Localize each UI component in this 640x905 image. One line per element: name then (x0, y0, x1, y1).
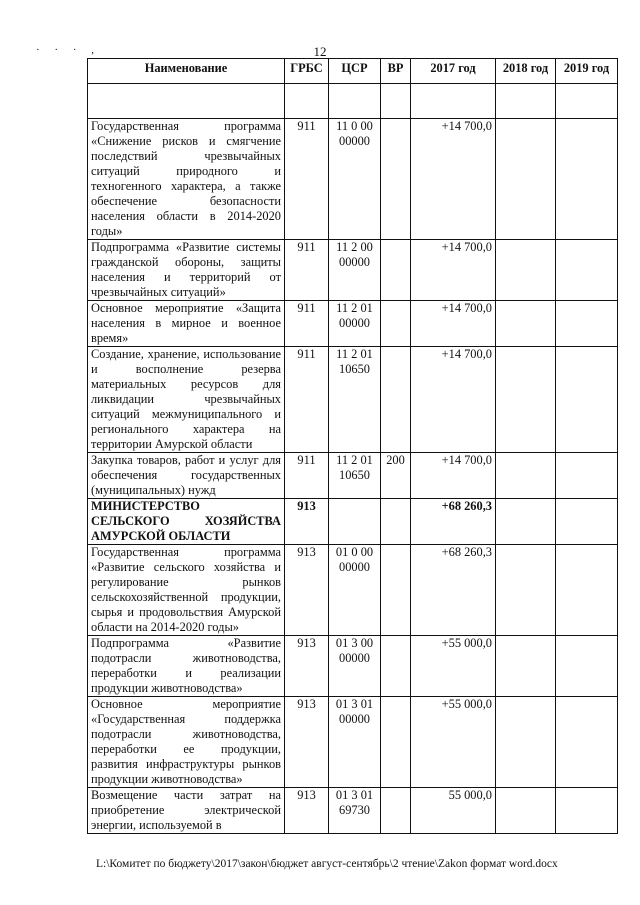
cell-vr (381, 301, 411, 347)
header-row (88, 59, 618, 84)
table-row (88, 347, 618, 453)
cell-csr: 01 0 00 00000 (329, 545, 381, 636)
cell-2019 (556, 545, 618, 636)
cell-2019 (556, 119, 618, 240)
cell-vr: 200 (381, 453, 411, 499)
cell-csr: 11 2 00 00000 (329, 240, 381, 301)
margin-marks: · · · , (36, 44, 100, 56)
cell-2018 (496, 347, 556, 453)
cell-csr: 01 3 00 00000 (329, 636, 381, 697)
cell-name: Государственная программа «Снижение рисков и смягчение последствий чрезвычайных ситуаций природного и техногенного характера, а также обеспечение безопасности населения области в 2014-2020 годы» (88, 119, 285, 240)
cell-grbs: 913 (285, 636, 329, 697)
cell-vr (381, 499, 411, 545)
cell-2017: +14 700,0 (411, 240, 496, 301)
cell-grbs: 911 (285, 453, 329, 499)
cell-2017: 55 000,0 (411, 788, 496, 834)
cell-grbs: 913 (285, 788, 329, 834)
cell-2019 (556, 240, 618, 301)
header-grbs: ГРБС (285, 59, 329, 84)
cell-vr (381, 240, 411, 301)
cell-2019 (556, 301, 618, 347)
cell-vr (381, 119, 411, 240)
cell-name: Создание, хранение, использование и восполнение резерва материальных ресурсов для ликвидации чрезвычайных ситуаций межмуниципального и регионального характера на территории Амурской области (88, 347, 285, 453)
cell-2018 (496, 453, 556, 499)
table-row (88, 499, 618, 545)
header-vr: ВР (381, 59, 411, 84)
cell-2018 (496, 697, 556, 788)
header-2018: 2018 год (496, 59, 556, 84)
cell-csr: 01 3 01 00000 (329, 697, 381, 788)
table-row (88, 788, 618, 834)
table-row (88, 119, 618, 240)
header-2019: 2019 год (556, 59, 618, 84)
cell-csr (329, 499, 381, 545)
cell-grbs: 911 (285, 240, 329, 301)
cell-2019 (556, 453, 618, 499)
cell-csr: 11 2 01 10650 (329, 453, 381, 499)
cell-grbs: 913 (285, 697, 329, 788)
cell-vr (381, 788, 411, 834)
cell-name: Основное мероприятие «Защита населения в мирное и военное время» (88, 301, 285, 347)
table-row (88, 545, 618, 636)
table-row (88, 240, 618, 301)
cell-2017: +14 700,0 (411, 301, 496, 347)
cell-vr (381, 636, 411, 697)
cell-csr: 11 2 01 10650 (329, 347, 381, 453)
cell-name: Подпрограмма «Развитие системы гражданской обороны, защиты населения и территорий от чрезвычайных ситуаций» (88, 240, 285, 301)
cell-2018 (496, 499, 556, 545)
cell-2018 (496, 301, 556, 347)
table-row (88, 697, 618, 788)
file-path-footer: L:\Комитет по бюджету\2017\закон\бюджет август-сентябрь\2 чтение\Zakon формат word.docx (96, 858, 558, 870)
cell-2019 (556, 499, 618, 545)
cell-2017: +68 260,3 (411, 499, 496, 545)
cell-2017: +14 700,0 (411, 453, 496, 499)
cell-2017: +55 000,0 (411, 697, 496, 788)
spacer-row (88, 84, 618, 119)
budget-table (87, 58, 618, 834)
cell-2017: +55 000,0 (411, 636, 496, 697)
cell-2017: +14 700,0 (411, 347, 496, 453)
cell-grbs: 911 (285, 119, 329, 240)
header-csr: ЦСР (329, 59, 381, 84)
cell-2019 (556, 788, 618, 834)
cell-csr: 11 0 00 00000 (329, 119, 381, 240)
page-number: 12 (313, 44, 327, 59)
header-2017: 2017 год (411, 59, 496, 84)
cell-grbs: 911 (285, 347, 329, 453)
cell-2019 (556, 697, 618, 788)
cell-name: Возмещение части затрат на приобретение электрической энергии, используемой в (88, 788, 285, 834)
table-row (88, 636, 618, 697)
cell-csr: 11 2 01 00000 (329, 301, 381, 347)
cell-name: Закупка товаров, работ и услуг для обеспечения государственных (муниципальных) нужд (88, 453, 285, 499)
cell-vr (381, 697, 411, 788)
cell-2018 (496, 788, 556, 834)
cell-grbs: 913 (285, 499, 329, 545)
cell-name: Основное мероприятие «Государственная поддержка подотрасли животноводства, переработки ее продукции, развития инфраструктуры рынков продукции животноводства» (88, 697, 285, 788)
cell-2019 (556, 636, 618, 697)
cell-name: Государственная программа «Развитие сельского хозяйства и регулирование рынков сельскохозяйственной продукции, сырья и продовольствия Амурской области на 2014-2020 годы» (88, 545, 285, 636)
cell-2018 (496, 240, 556, 301)
header-name: Наименование (88, 59, 285, 84)
cell-2018 (496, 636, 556, 697)
cell-name: Подпрограмма «Развитие подотрасли животноводства, переработки и реализации продукции животноводства» (88, 636, 285, 697)
cell-name: МИНИСТЕРСТВО СЕЛЬСКОГО ХОЗЯЙСТВА АМУРСКОЙ ОБЛАСТИ (88, 499, 285, 545)
cell-csr: 01 3 01 69730 (329, 788, 381, 834)
table-row (88, 301, 618, 347)
cell-2017: +14 700,0 (411, 119, 496, 240)
cell-grbs: 911 (285, 301, 329, 347)
table-row (88, 453, 618, 499)
cell-vr (381, 347, 411, 453)
cell-grbs: 913 (285, 545, 329, 636)
cell-vr (381, 545, 411, 636)
cell-2018 (496, 545, 556, 636)
cell-2019 (556, 347, 618, 453)
cell-2018 (496, 119, 556, 240)
cell-2017: +68 260,3 (411, 545, 496, 636)
